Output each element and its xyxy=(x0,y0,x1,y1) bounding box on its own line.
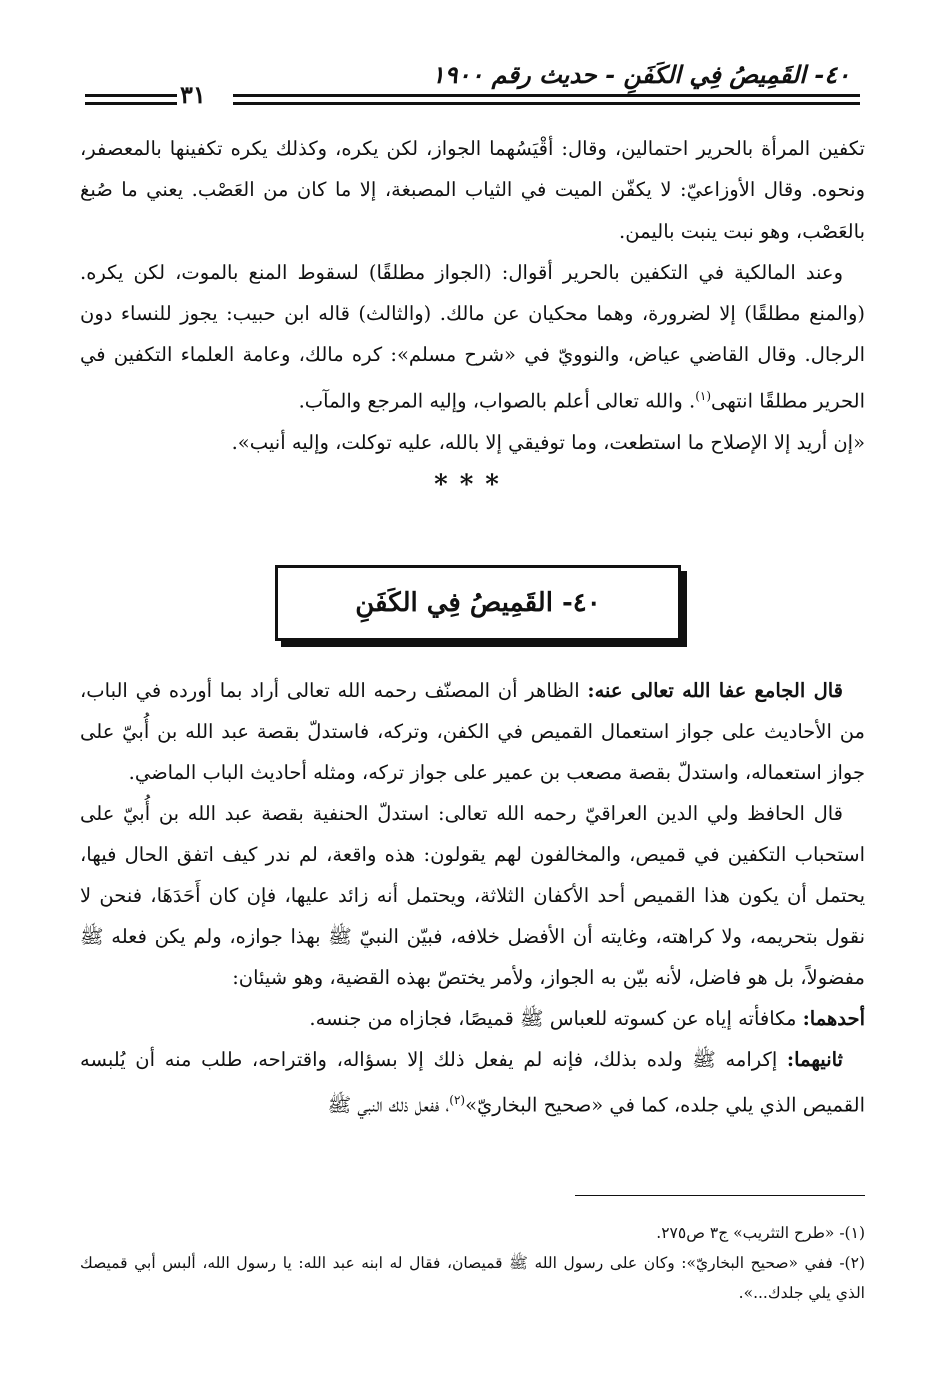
paragraph xyxy=(80,1039,865,1126)
header-rule xyxy=(233,102,860,105)
paragraph-lead: قال الجامع عفا الله تعالى عنه: xyxy=(587,679,843,702)
section-text xyxy=(80,670,865,1126)
paragraph-text: إكرامه ﷺ ولده بذلك، فإنه لم يفعل ذلك إلا بسؤاله، واقتراحه، طلب منه أن يُلبسه القميص الذي يلي جلده، كما في «صحيح البخاريّ» xyxy=(80,1048,865,1117)
paragraph-lead: ثانيهما: xyxy=(786,1048,843,1071)
paragraph-text: ، ففعل ذلك النبي ﷺ xyxy=(327,1093,450,1117)
footnotes xyxy=(80,1218,865,1308)
paragraph: تكفين المرأة بالحرير احتمالين، وقال: أقْيَسُهما الجواز، لكن يكره، وكذلك يكره تكفينها بالمعصفر، ونحوه. وقال الأوزاعيّ: لا يكفّن الميت في الثياب المصبغة، إلا ما كان من العَصْب. يعني ما صُبغ بالعَصْب، وهو نبت ينبت باليمن. xyxy=(80,137,865,243)
header-rule xyxy=(233,94,860,97)
separator-stars: *** xyxy=(434,469,511,500)
section-title-box xyxy=(275,565,681,641)
paragraph-text: مكافأته إياه عن كسوته للعباس ﷺ قميصًا، فجازاه من جنسه. xyxy=(309,1007,803,1030)
paragraph xyxy=(80,252,865,422)
footnote: (٢)- ففي «صحيح البخاريّ»: وكان على رسول الله ﷺ قميصان، فقال له ابنه عبد الله: يا رسول الله، ألبس أبي قميصك الذي يلي جلدك...». xyxy=(80,1254,865,1302)
quran-quote: «إن أريد إلا الإصلاح ما استطعت، وما توفيقي إلا بالله، عليه توكلت، وإليه أنيب». xyxy=(231,430,865,454)
paragraph xyxy=(80,670,865,793)
top-text xyxy=(80,128,865,507)
paragraph: قال الحافظ ولي الدين العراقيّ رحمه الله تعالى: استدلّ الحنفية بقصة عبد الله بن أُبيّ على استحباب التكفين في قميص، والمخالفون لهم يقولون: هذه واقعة، لم ندر كيف اتفق الحال فيها، يحتمل أن يكون هذا القميص أحد الأكفان الثلاثة، ويحتمل أنه زائد عليها، فإن كان أَحَدَهَا، فنحن لا نقول بتحريمه، ولا كراهته، وغايته أن الأفضل خلافه، فبيّن النبيّ ﷺ بهذا جوازه، ولم يكن فعله ﷺ مفضولاً، بل هو فاضل، لأنه بيّن به الجواز، ولأمر يختصّ بهذه القضية، وهو شيئان: xyxy=(80,802,866,989)
header-rule xyxy=(85,102,177,105)
running-header xyxy=(85,52,860,110)
header-rule xyxy=(85,94,177,97)
paragraph-lead: أحدهما: xyxy=(802,1007,865,1030)
section-title: ٤٠- القَمِيصُ فِي الكَفَنِ xyxy=(355,588,601,618)
paragraph-text: الظاهر أن المصنّف رحمه الله تعالى أراد بما أورده في الباب، من الأحاديث على جواز استعمال القميص في الكفن، وتركه، فاستدلّ بقصة عبد الله بن أُبيّ على جواز استعماله، واستدلّ بقصة مصعب بن عمير على جواز تركه، ومثله أحاديث الباب الماضي. xyxy=(80,679,865,784)
footnote-ref: (١) xyxy=(695,388,712,403)
footnote-ref: (٢) xyxy=(449,1093,466,1107)
footnote: (١)- «طرح التثريب» ج٣ ص٢٧٥. xyxy=(656,1224,865,1242)
header-title: ٤٠- القَمِيصُ فِي الكَفَنِ - حديث رقم ١٩٠٠ xyxy=(431,60,850,89)
paragraph xyxy=(80,998,865,1039)
footnote-divider xyxy=(575,1195,865,1196)
paragraph-text: وعند المالكية في التكفين بالحرير أقوال: (الجواز مطلقًا) لسقوط المنع بالموت، لكن يكره. (والمنع مطلقًا) إلا لضرورة، وهما محكيان عن مالك. (والثالث) قاله ابن حبيب: يجوز للنساء دون الرجال. وقال القاضي عياض، والنوويّ في «شرح مسلم»: كره مالك، وعامة العلماء التكفين في الحرير مطلقًا انتهى xyxy=(80,260,865,413)
page-number: ٣١ xyxy=(180,80,206,109)
paragraph-text: . والله تعالى أعلم بالصواب، وإليه المرجع والمآب. xyxy=(298,389,696,413)
